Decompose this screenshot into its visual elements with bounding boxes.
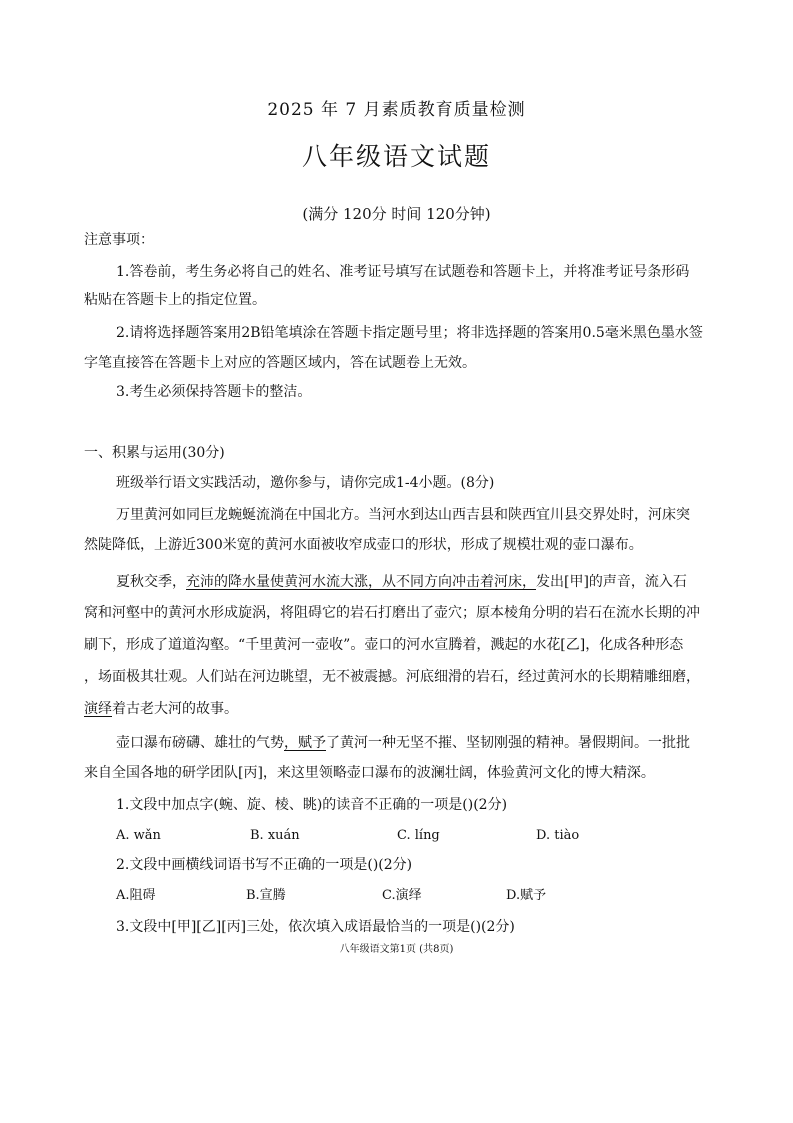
notice-item-2-line-1: 2.请将选择题答案用2B铅笔填涂在答题卡指定题号里；将非选择题的答案用0.5毫米黑色墨水签 (116, 325, 703, 341)
question-1: 1.文段中加点字(蜿、旋、棱、眺)的读音不正确的一项是()(2分) (116, 797, 508, 813)
passage-p2-line-3: 刷下，形成了道道沟壑。“千里黄河一壶收”。壶口的河水宣腾着，溅起的水花[乙]，化成各种形态 (84, 637, 684, 653)
section-1-heading: 一、积累与运用(30分) (84, 445, 225, 461)
passage-text: 壶口瀑布磅礴、雄壮的气势 (116, 735, 284, 751)
question-1-option-b: B. xuán (250, 828, 300, 843)
question-2-option-a: A.阻碍 (116, 888, 156, 903)
notice-item-2-line-2: 字笔直接答在答题卡上对应的答题区域内，答在试题卷上无效。 (84, 355, 476, 371)
exam-title: 八年级语文试题 (301, 142, 491, 171)
passage-text: 着古老大河的故事。 (112, 701, 238, 717)
passage-text: 夏秋交季， (116, 574, 186, 590)
notice-heading: 注意事项： (84, 232, 154, 248)
exam-info: (满分 120分 时间 120分钟) (302, 205, 491, 223)
underlined-word: ，赋予 (284, 735, 326, 751)
passage-p1-line-1: 万里黄河如同巨龙蜿蜒流淌在中国北方。当河水到达山西吉县和陕西宜川县交界处时，河床突 (116, 507, 690, 523)
question-2-option-b: B.宣腾 (246, 888, 286, 903)
question-1-option-a: A. wǎn (116, 828, 161, 843)
passage-text: 了黄河一种无坚不摧、坚韧刚强的精神。暑假期间。一批批 (326, 735, 690, 751)
question-1-option-d: D. tiào (536, 828, 580, 843)
passage-p2-line-2: 窝和河壑中的黄河水形成旋涡，将阻碍它的岩石打磨出了壶穴；原本棱角分明的岩石在流水长期的冲 (84, 605, 700, 621)
passage-p2-line-4: ，场面极其壮观。人们站在河边眺望，无不被震撼。河底细滑的岩石，经过黄河水的长期精雕细磨， (84, 669, 700, 685)
question-2: 2.文段中画横线词语书写不正确的一项是()(2分) (116, 857, 413, 873)
passage-p3-line-1 (116, 733, 714, 753)
passage-text: 发出[甲]的声音，流入石 (536, 574, 687, 590)
notice-item-1-line-2: 粘贴在答题卡上的指定位置。 (84, 292, 266, 308)
passage-p2-line-1 (116, 572, 714, 592)
question-2-option-c: C.演绎 (382, 888, 422, 903)
notice-item-3: 3.考生必须保持答题卡的整洁。 (116, 384, 312, 400)
section-1-intro: 班级举行语文实践活动，邀你参与，请你完成1-4小题。(8分) (116, 475, 495, 491)
page-footer: 八年级语文第1页 (共8页) (339, 944, 454, 955)
exam-date-heading: 2025 年 7 月素质教育质量检测 (267, 100, 526, 120)
underlined-phrase: 充沛的降水量使黄河水流大涨，从不同方向冲击着河床， (186, 574, 536, 590)
question-1-option-c: C. líng (397, 828, 440, 843)
passage-p1-line-2: 然陡降低，上游近300米宽的黄河水面被收窄成壶口的形状，形成了规模壮观的壶口瀑布。 (84, 537, 643, 553)
underlined-word: 演绎 (84, 701, 112, 717)
passage-p3-line-2: 来自全国各地的研学团队[丙]，来这里领略壶口瀑布的波澜壮阔，体验黄河文化的博大精深。 (84, 765, 655, 781)
passage-p2-line-5 (84, 699, 714, 719)
question-2-option-d: D.赋予 (506, 888, 547, 903)
notice-item-1-line-1: 1.答卷前，考生务必将自己的姓名、准考证号填写在试题卷和答题卡上，并将准考证号条形码 (116, 264, 690, 280)
question-3: 3.文段中[甲][乙][丙]三处，依次填入成语最恰当的一项是()(2分) (116, 919, 515, 935)
